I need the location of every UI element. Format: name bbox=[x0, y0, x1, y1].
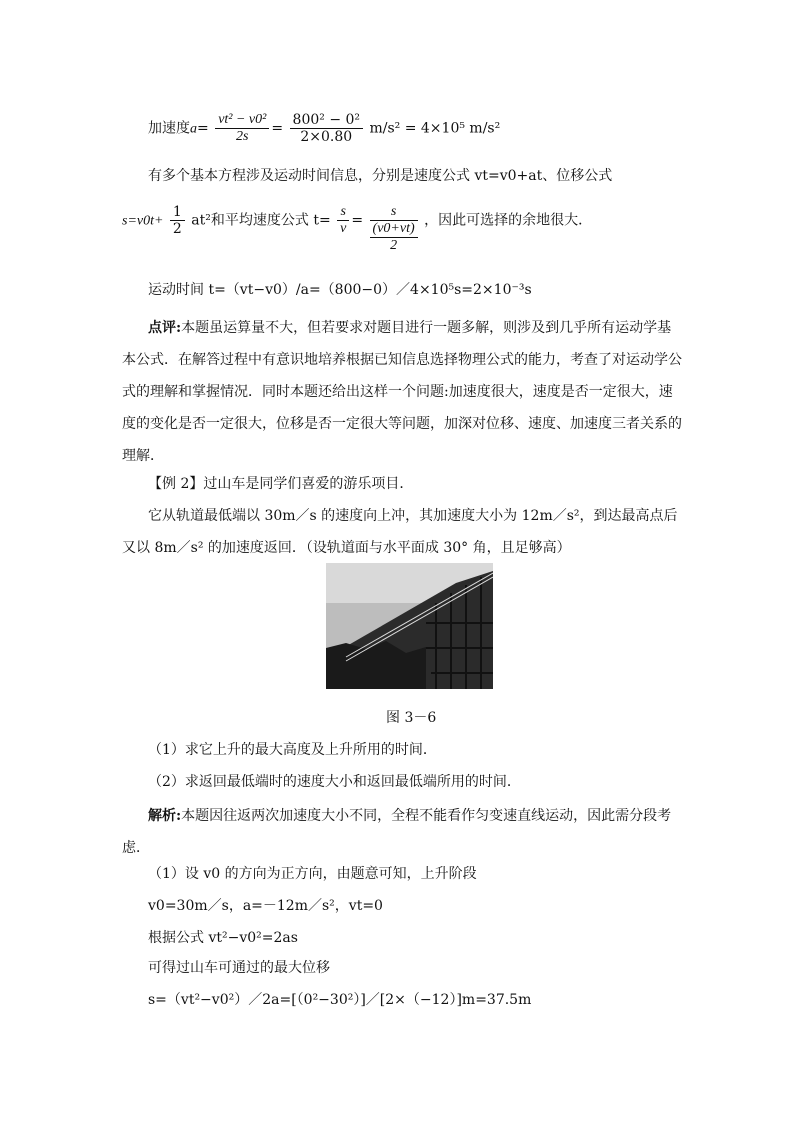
comment-text: 本题虽运算量不大，但若要求对题目进行一题多解，则涉及到几乎所有运动学基本公式．在解答过程中有意识地培养根据已知信息选择物理公式的能力，考查了对运动学公式的理解和掌握情况．同时本题还给出这样一个问题:加速度很大，速度是否一定很大，速度的变化是否一定很大，位移是否一定很大等问题，加深对位移、速度、加速度三者关系的理解． bbox=[122, 320, 682, 464]
fraction-symbolic bbox=[215, 112, 269, 145]
example-title: 【例 2】过山车是同学们喜爱的游乐项目． bbox=[148, 476, 414, 492]
paragraph-formulas: 有多个基本方程涉及运动时间信息，分别是速度公式 vt=v0+at、位移公式 bbox=[148, 168, 613, 184]
motion-time-line: 运动时间 t=（vt−v0）/a=（800−0）／4×10⁵s=2×10⁻³s bbox=[148, 282, 532, 298]
roller-coaster-photo bbox=[326, 563, 493, 689]
example-body: 它从轨道最低端以 30m／s 的速度向上冲，其加速度大小为 12m／s²，到达最高点后又以 8m／s² 的加速度返回．（设轨道面与水平面成 30° 角，且足够高） bbox=[122, 508, 678, 556]
fraction-s-over-v bbox=[337, 204, 349, 237]
formula-tail: ，因此可选择的余地很大． bbox=[424, 212, 593, 229]
formula-var: a bbox=[190, 121, 197, 137]
formula-part: s=v0t+ bbox=[122, 213, 164, 229]
fraction-denominator: 2s bbox=[236, 129, 249, 144]
formula-prefix: 加速度 bbox=[148, 120, 190, 137]
fraction-denominator-2: 2 bbox=[390, 238, 398, 253]
analysis-label: 解析: bbox=[148, 808, 182, 824]
comment-label: 点评: bbox=[148, 320, 182, 336]
fraction-average-speed bbox=[370, 204, 418, 254]
fraction-denominator: 2 bbox=[172, 221, 182, 237]
fraction-numeric bbox=[290, 112, 363, 145]
question-1: （1）求它上升的最大高度及上升所用的时间． bbox=[148, 742, 437, 758]
analysis-text: 本题因往返两次加速度大小不同，全程不能看作匀变速直线运动，因此需分段考虑． bbox=[122, 808, 672, 856]
fraction-numerator: vt² − v0² bbox=[215, 112, 269, 129]
fraction-numerator: 1 bbox=[170, 204, 185, 221]
fraction-denominator: 2×0.80 bbox=[300, 129, 353, 145]
fraction-denominator: v bbox=[340, 221, 347, 236]
fraction-denominator: (v0+vt) bbox=[370, 221, 418, 238]
solution-formula: 根据公式 vt²−v0²=2as bbox=[148, 930, 298, 946]
formula-result: m/s² = 4×10⁵ m/s² bbox=[369, 120, 501, 137]
comment-paragraph bbox=[122, 312, 682, 472]
fraction-numerator: 800² − 0² bbox=[290, 112, 363, 129]
acceleration-formula: 加速度a= $\frac{\text{vt² − v0²}}{2s}$ = $\frac{\text{800² − 0²}}{2\times 0.80}$ m/s² = 4×10⁵ m/s² bbox=[148, 112, 501, 145]
equals-sign: = bbox=[351, 212, 364, 229]
fraction-half bbox=[170, 204, 185, 237]
solution-result: s=（vt²−v0²）／2a=[（0²−30²）]／[2×（−12）]m=37.5m bbox=[148, 992, 532, 1008]
solution-step-1: （1）设 v0 的方向为正方向，由题意可知，上升阶段 bbox=[148, 866, 477, 882]
displacement-formula-line bbox=[122, 204, 592, 254]
question-2: （2）求返回最低端时的速度大小和返回最低端所用的时间． bbox=[148, 774, 521, 790]
formula-part: at²和平均速度公式 t= bbox=[191, 212, 331, 229]
solution-statement: 可得过山车可通过的最大位移 bbox=[148, 960, 330, 976]
figure-caption: 图 3－6 bbox=[386, 710, 437, 726]
solution-given-values: v0=30m／s，a=－12m／s²，vt=0 bbox=[148, 898, 383, 914]
analysis-paragraph bbox=[122, 800, 682, 864]
fraction-numerator: s bbox=[337, 204, 349, 221]
fraction-numerator: s bbox=[370, 204, 418, 221]
